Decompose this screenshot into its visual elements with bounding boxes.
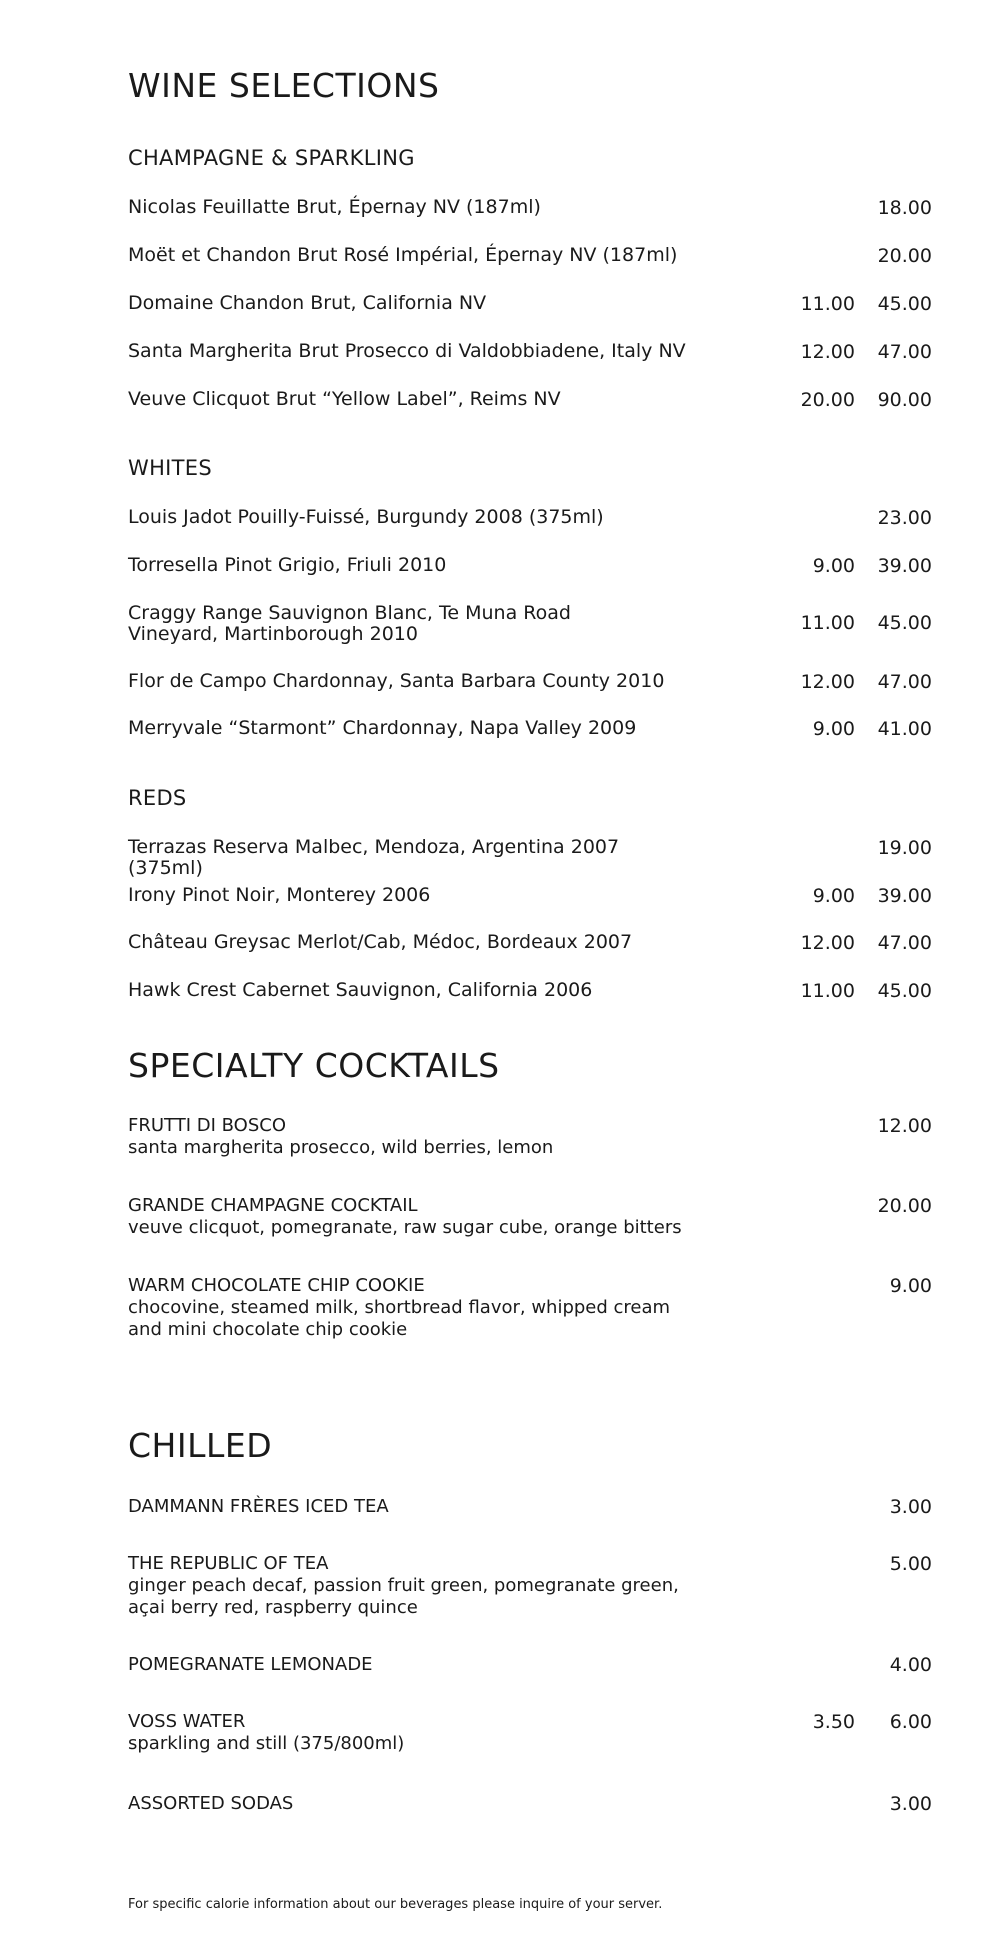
glass-price: 11.00 bbox=[800, 612, 855, 634]
chilled-price: 4.00 bbox=[889, 1654, 932, 1676]
chilled-name: VOSS WATER bbox=[128, 1711, 246, 1732]
section-title-reds: REDS bbox=[128, 786, 187, 810]
wine-name: Flor de Campo Chardonnay, Santa Barbara County 2010 bbox=[128, 670, 665, 692]
wine-name: Terrazas Reserva Malbec, Mendoza, Argentina 2007 (375ml) bbox=[128, 836, 620, 879]
section-title-whites: WHITES bbox=[128, 456, 212, 480]
wine-selections-title: WINE SELECTIONS bbox=[128, 66, 440, 105]
chilled-glass-price: 3.50 bbox=[812, 1711, 855, 1733]
bottle-price: 45.00 bbox=[877, 293, 932, 315]
bottle-price: 18.00 bbox=[877, 197, 932, 219]
cocktail-item bbox=[128, 1275, 708, 1341]
calorie-footnote: For specific calorie information about our beverages please inquire of your server. bbox=[128, 1897, 663, 1912]
chilled-name: POMEGRANATE LEMONADE bbox=[128, 1654, 373, 1675]
wine-name: Santa Margherita Brut Prosecco di Valdobbiadene, Italy NV bbox=[128, 340, 686, 362]
wine-name: Merryvale “Starmont” Chardonnay, Napa Valley 2009 bbox=[128, 717, 637, 739]
chilled-desc: ginger peach decaf, passion fruit green, pomegranate green, açai berry red, raspberry quince bbox=[128, 1575, 679, 1618]
cocktail-item bbox=[128, 1115, 708, 1159]
bottle-price: 45.00 bbox=[877, 612, 932, 634]
cocktail-name: FRUTTI DI BOSCO bbox=[128, 1115, 286, 1136]
wine-name: Château Greysac Merlot/Cab, Médoc, Bordeaux 2007 bbox=[128, 931, 633, 953]
cocktails-title: SPECIALTY COCKTAILS bbox=[128, 1046, 500, 1085]
cocktail-item bbox=[128, 1195, 708, 1239]
bottle-price: 19.00 bbox=[877, 837, 932, 859]
wine-name: Irony Pinot Noir, Monterey 2006 bbox=[128, 884, 431, 906]
glass-price: 12.00 bbox=[800, 932, 855, 954]
cocktail-name: WARM CHOCOLATE CHIP COOKIE bbox=[128, 1275, 425, 1296]
chilled-price: 3.00 bbox=[889, 1496, 932, 1518]
bottle-price: 47.00 bbox=[877, 932, 932, 954]
glass-price: 11.00 bbox=[800, 980, 855, 1002]
cocktail-price: 9.00 bbox=[889, 1275, 932, 1297]
cocktail-price: 12.00 bbox=[877, 1115, 932, 1137]
cocktail-desc: veuve clicquot, pomegranate, raw sugar cube, orange bitters bbox=[128, 1217, 682, 1238]
glass-price: 20.00 bbox=[800, 389, 855, 411]
cocktail-name: GRANDE CHAMPAGNE COCKTAIL bbox=[128, 1195, 418, 1216]
glass-price: 9.00 bbox=[812, 885, 855, 907]
wine-name: Domaine Chandon Brut, California NV bbox=[128, 292, 487, 314]
chilled-item bbox=[128, 1711, 708, 1755]
section-title-champagne: CHAMPAGNE & SPARKLING bbox=[128, 146, 415, 170]
wine-name: Nicolas Feuillatte Brut, Épernay NV (187ml) bbox=[128, 196, 541, 218]
cocktail-desc: chocovine, steamed milk, shortbread flavor, whipped cream and mini chocolate chip cookie bbox=[128, 1297, 671, 1340]
bottle-price: 47.00 bbox=[877, 671, 932, 693]
wine-name: Moët et Chandon Brut Rosé Impérial, Épernay NV (187ml) bbox=[128, 244, 678, 266]
bottle-price: 90.00 bbox=[877, 389, 932, 411]
chilled-price: 6.00 bbox=[889, 1711, 932, 1733]
chilled-name: ASSORTED SODAS bbox=[128, 1793, 294, 1814]
chilled-price: 3.00 bbox=[889, 1793, 932, 1815]
chilled-title: CHILLED bbox=[128, 1426, 273, 1465]
cocktail-price: 20.00 bbox=[877, 1195, 932, 1217]
bottle-price: 23.00 bbox=[877, 507, 932, 529]
glass-price: 9.00 bbox=[812, 718, 855, 740]
wine-name: Hawk Crest Cabernet Sauvignon, California 2006 bbox=[128, 979, 593, 1001]
bottle-price: 41.00 bbox=[877, 718, 932, 740]
glass-price: 11.00 bbox=[800, 293, 855, 315]
chilled-item bbox=[128, 1553, 708, 1619]
wine-name: Torresella Pinot Grigio, Friuli 2010 bbox=[128, 554, 447, 576]
wine-name: Louis Jadot Pouilly-Fuissé, Burgundy 2008 (375ml) bbox=[128, 506, 604, 528]
glass-price: 12.00 bbox=[800, 341, 855, 363]
glass-price: 12.00 bbox=[800, 671, 855, 693]
chilled-name: DAMMANN FRÈRES ICED TEA bbox=[128, 1496, 389, 1517]
bottle-price: 39.00 bbox=[877, 555, 932, 577]
bottle-price: 47.00 bbox=[877, 341, 932, 363]
chilled-name: THE REPUBLIC OF TEA bbox=[128, 1553, 329, 1574]
chilled-item bbox=[128, 1496, 708, 1518]
chilled-price: 5.00 bbox=[889, 1553, 932, 1575]
bottle-price: 39.00 bbox=[877, 885, 932, 907]
cocktail-desc: santa margherita prosecco, wild berries, lemon bbox=[128, 1137, 554, 1158]
chilled-desc: sparkling and still (375/800ml) bbox=[128, 1733, 405, 1754]
bottle-price: 45.00 bbox=[877, 980, 932, 1002]
chilled-item bbox=[128, 1654, 708, 1676]
wine-name: Craggy Range Sauvignon Blanc, Te Muna Road Vineyard, Martinborough 2010 bbox=[128, 602, 571, 645]
bottle-price: 20.00 bbox=[877, 245, 932, 267]
chilled-item bbox=[128, 1793, 708, 1815]
glass-price: 9.00 bbox=[812, 555, 855, 577]
wine-name: Veuve Clicquot Brut “Yellow Label”, Reims NV bbox=[128, 388, 561, 410]
